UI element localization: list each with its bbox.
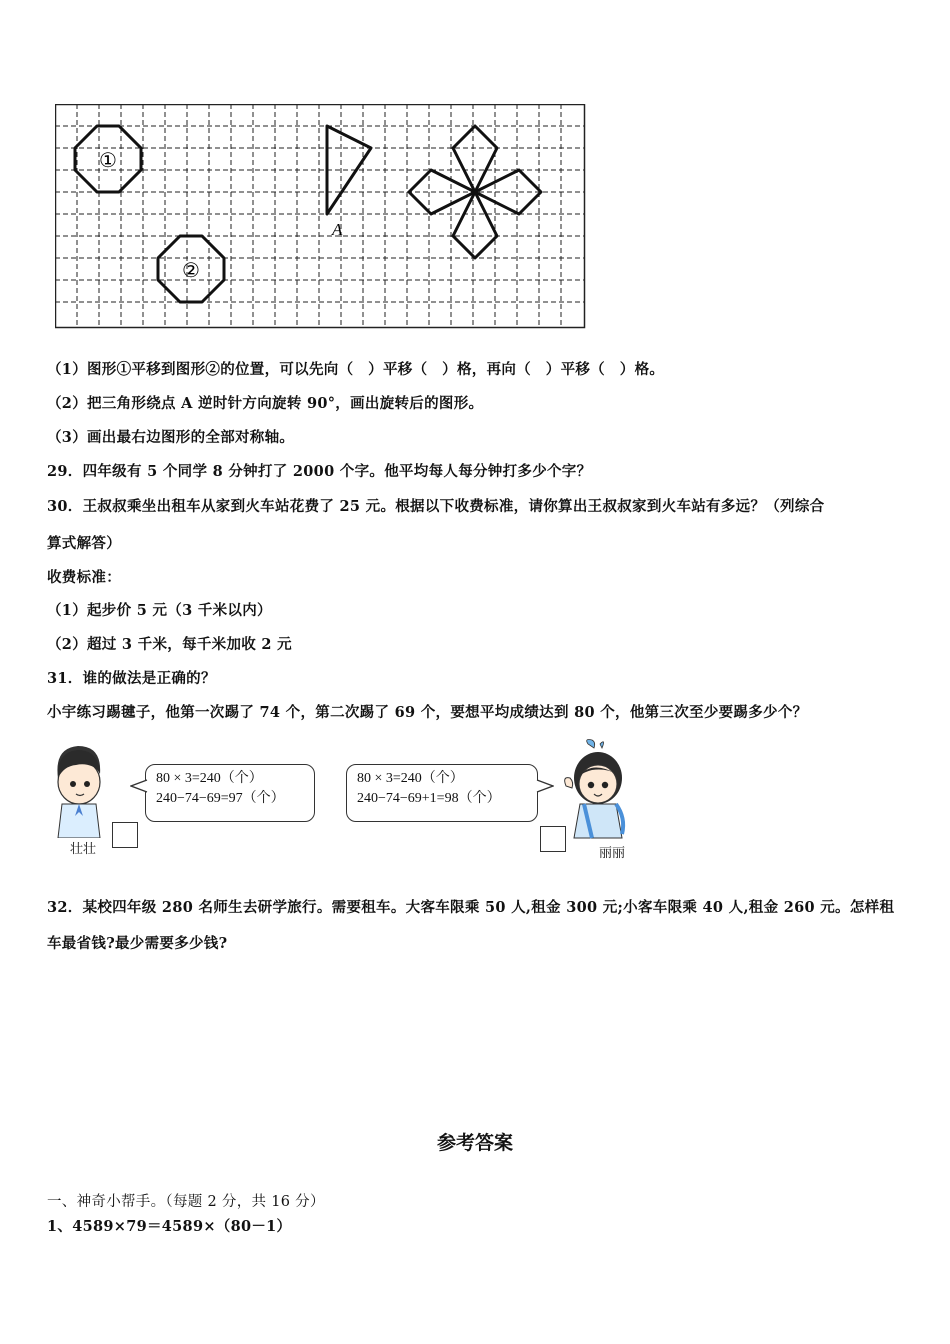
boy-calc-line2: 240−74−69=97（个） [156,791,285,806]
shape2-label: ② [182,258,200,282]
q30-fee2: （2）超过 3 千米，每千米加收 2 元 [47,636,292,653]
grid-svg [55,104,587,332]
point-a-label: A [332,220,343,239]
q28-part2: （2）把三角形绕点 A 逆时针方向旋转 90°，画出旋转后的图形。 [47,395,484,412]
q31-title: 31．谁的做法是正确的？ [47,670,216,687]
q28-part3: （3）画出最右边图形的全部对称轴。 [47,429,295,446]
q30-line2: 算式解答） [47,535,121,552]
shape1-label: ① [99,148,117,172]
q30-fee-title: 收费标准： [47,569,121,586]
girl-calc-line2: 240−74−69+1=98（个） [357,791,501,806]
grid-figure [55,104,587,336]
grid-lines [55,104,585,328]
q28-part1: （1）图形①平移到图形②的位置，可以先向（ ）平移（ ）格，再向（ ）平移（ ）格。 [47,361,665,378]
boy-speech-bubble [145,764,315,822]
q30-line1: 30．王叔叔乘坐出租车从家到火车站花费了 25 元。根据以下收费标准，请你算出王叔叔家到火车站有多远？（列综合 [47,498,825,515]
q32-line2: 车最省钱?最少需要多少钱? [47,935,228,952]
triangle-shape [327,126,371,214]
boy-name: 壮壮 [70,842,97,857]
answers-item1: 1、4589×79＝4589×（80－1） [47,1218,292,1235]
girl-name: 丽丽 [599,846,626,861]
girl-speech-bubble [346,764,538,822]
q31-illustration [48,738,648,868]
boy-answer-box[interactable] [112,822,138,848]
boy-bubble-tail [130,778,148,794]
girl-calc-line1: 80 × 3=240（个） [357,771,464,786]
girl-illustration [562,738,632,843]
answers-title: 参考答案 [436,1132,513,1154]
girl-bubble-tail [536,778,554,794]
q30-fee1: （1）起步价 5 元（3 千米以内） [47,602,272,619]
answers-section1: 一、神奇小帮手。（每题 2 分，共 16 分） [47,1194,325,1210]
boy-illustration [48,738,108,838]
boy-calc-line1: 80 × 3=240（个） [156,771,263,786]
grid-border [56,105,585,328]
q29-text: 29．四年级有 5 个同学 8 分钟打了 2000 个字。他平均每人每分钟打多少个字？ [47,463,592,480]
q32-line1: 32．某校四年级 280 名师生去研学旅行。需要租车。大客车限乘 50 人,租金 300 元;小客车限乘 40 人,租金 260 元。怎样租 [47,899,895,916]
q31-text: 小宇练习踢毽子，他第一次踢了 74 个，第二次踢了 69 个，要想平均成绩达到 80 个，他第三次至少要踢多少个？ [47,704,808,721]
